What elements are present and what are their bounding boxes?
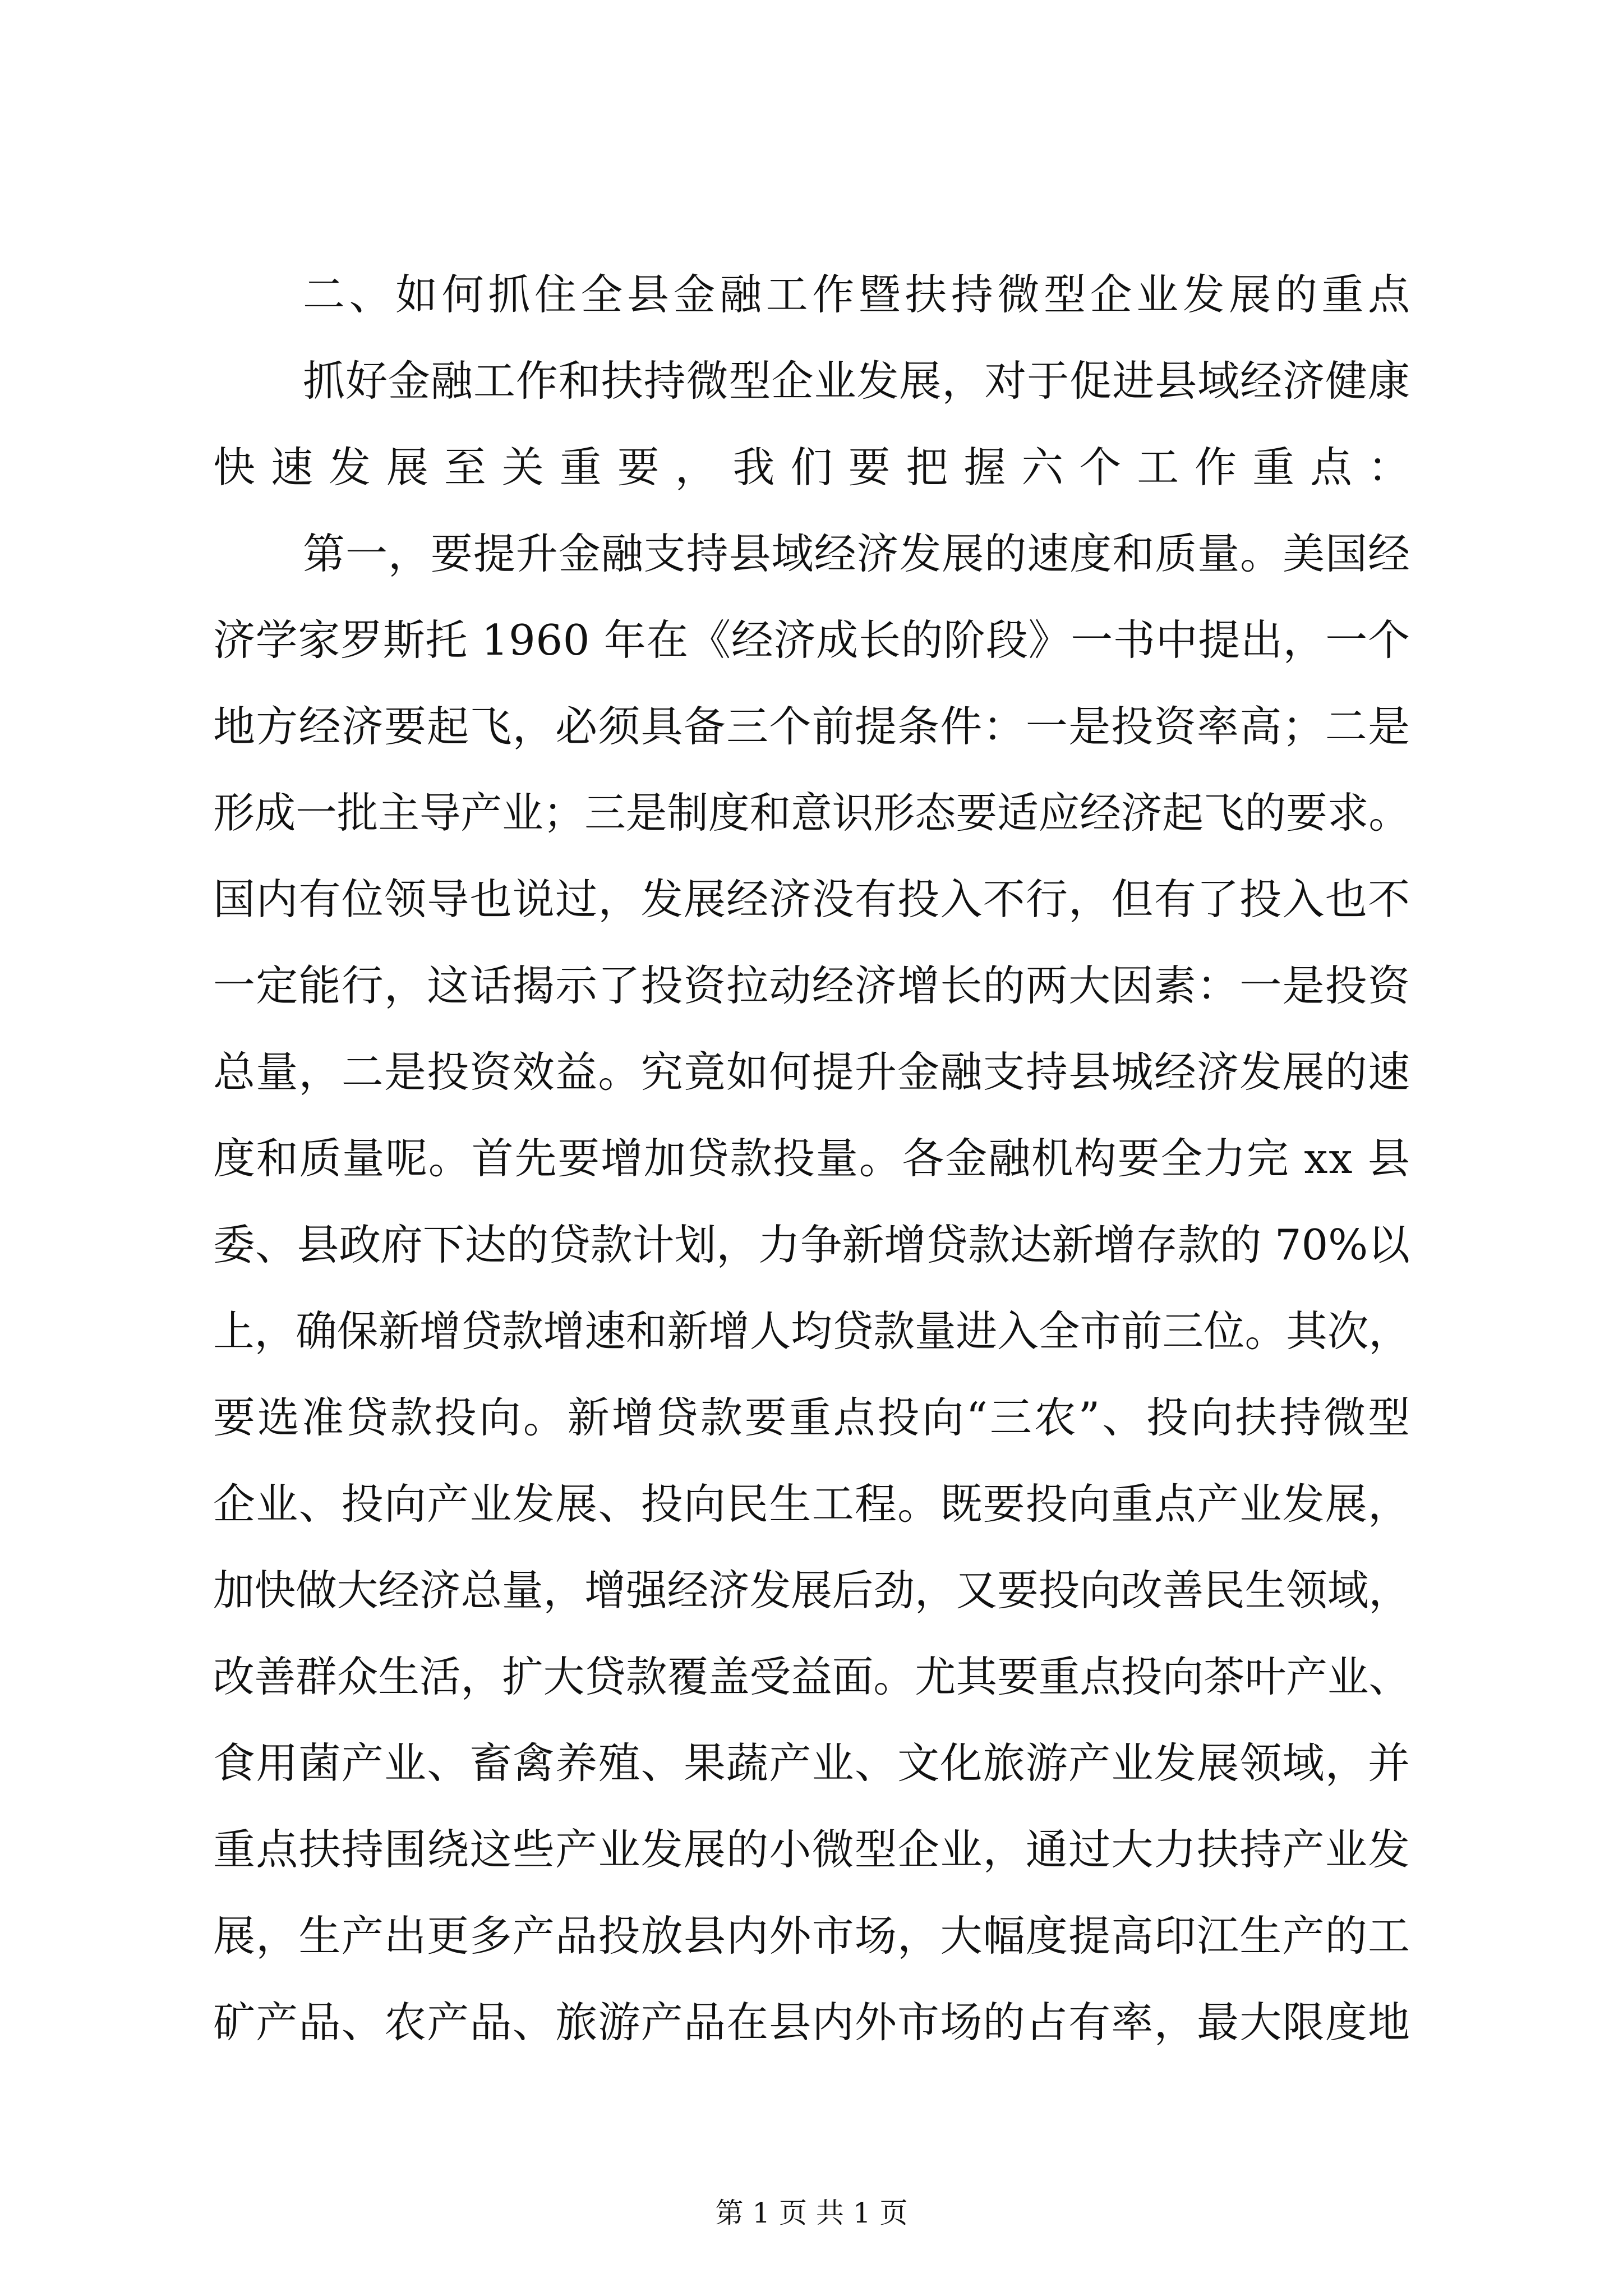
paragraph-text: 矿产品、农产品、旅游产品在县内外市场的占有率，最大限度地 [213, 1998, 1411, 2047]
paragraph-line [0, 1033, 1623, 1111]
paragraph-text: 地方经济要起飞，必须具备三个前提条件：一是投资率高；二是 [213, 702, 1411, 751]
paragraph-text: 形成一批主导产业；三是制度和意识形态要适应经济起飞的要求。 [213, 788, 1410, 838]
paragraph-text: 加快做大经济总量，增强经济发展后劲，又要投向改善民生领域， [213, 1566, 1410, 1615]
paragraph-text: 委、县政府下达的贷款计划，力争新增贷款达新增存款的 70%以 [213, 1220, 1410, 1269]
paragraph-text: 一定能行，这话揭示了投资拉动经济增长的两大因素：一是投资 [213, 961, 1411, 1010]
paragraph-text: 总量，二是投资效益。究竟如何提升金融支持县城经济发展的速 [213, 1047, 1411, 1097]
paragraph-text: 食用菌产业、畜禽养殖、果蔬产业、文化旅游产业发展领域，并 [213, 1738, 1411, 1788]
paragraph-text: 重点扶持围绕这些产业发展的小微型企业，通过大力扶持产业发 [213, 1825, 1411, 1874]
paragraph-text: 快速发展至关重要，我们要把握六个工作重点： [213, 443, 1426, 492]
paragraph-line [0, 1983, 1623, 2062]
paragraph-text: 改善群众生活，扩大贷款覆盖受益面。尤其要重点投向茶叶产业、 [213, 1652, 1410, 1701]
section-heading-text: 二、如何抓住全县金融工作暨扶持微型企业发展的重点 [303, 270, 1414, 319]
paragraph-line [0, 1119, 1623, 1198]
paragraph-text: 要选准贷款投向。新增贷款要重点投向“三农”、投向扶持微型 [213, 1393, 1412, 1442]
paragraph-line [0, 601, 1623, 679]
paragraph-text: 国内有位领导也说过，发展经济没有投入不行，但有了投入也不 [213, 875, 1411, 924]
paragraph-line [0, 1378, 1623, 1457]
paragraph-line [0, 1897, 1623, 1975]
paragraph-line [0, 1810, 1623, 1889]
page-number: 第 1 页 共 1 页 [715, 2197, 908, 2229]
paragraph-line [0, 1292, 1623, 1370]
paragraph-line [0, 342, 1623, 420]
paragraph-line [0, 428, 1623, 507]
paragraph-text: 度和质量呢。首先要增加贷款投量。各金融机构要全力完 xx 县 [213, 1134, 1411, 1183]
paragraph-line [0, 1637, 1623, 1716]
paragraph-line [0, 946, 1623, 1025]
paragraph-text: 济学家罗斯托 1960 年在《经济成长的阶段》一书中提出，一个 [213, 615, 1410, 665]
section-heading [0, 255, 1623, 334]
paragraph-line [0, 514, 1623, 593]
paragraph-line [0, 774, 1623, 852]
paragraph-line [0, 1205, 1623, 1284]
paragraph-text: 展，生产出更多产品投放县内外市场，大幅度提高印江生产的工 [213, 1911, 1411, 1961]
paragraph-text: 上，确保新增贷款增速和新增人均贷款量进入全市前三位。其次， [213, 1306, 1410, 1356]
paragraph-text: 企业、投向产业发展、投向民生工程。既要投向重点产业发展， [213, 1479, 1411, 1529]
page-footer [0, 2191, 1623, 2235]
paragraph-text: 抓好金融工作和扶持微型企业发展，对于促进县域经济健康 [303, 356, 1410, 406]
paragraph-line [0, 1465, 1623, 1543]
paragraph-line [0, 1724, 1623, 1802]
paragraph-text: 第一，要提升金融支持县域经济发展的速度和质量。美国经 [303, 529, 1410, 578]
paragraph-line [0, 1551, 1623, 1630]
paragraph-line [0, 860, 1623, 938]
paragraph-line [0, 687, 1623, 766]
